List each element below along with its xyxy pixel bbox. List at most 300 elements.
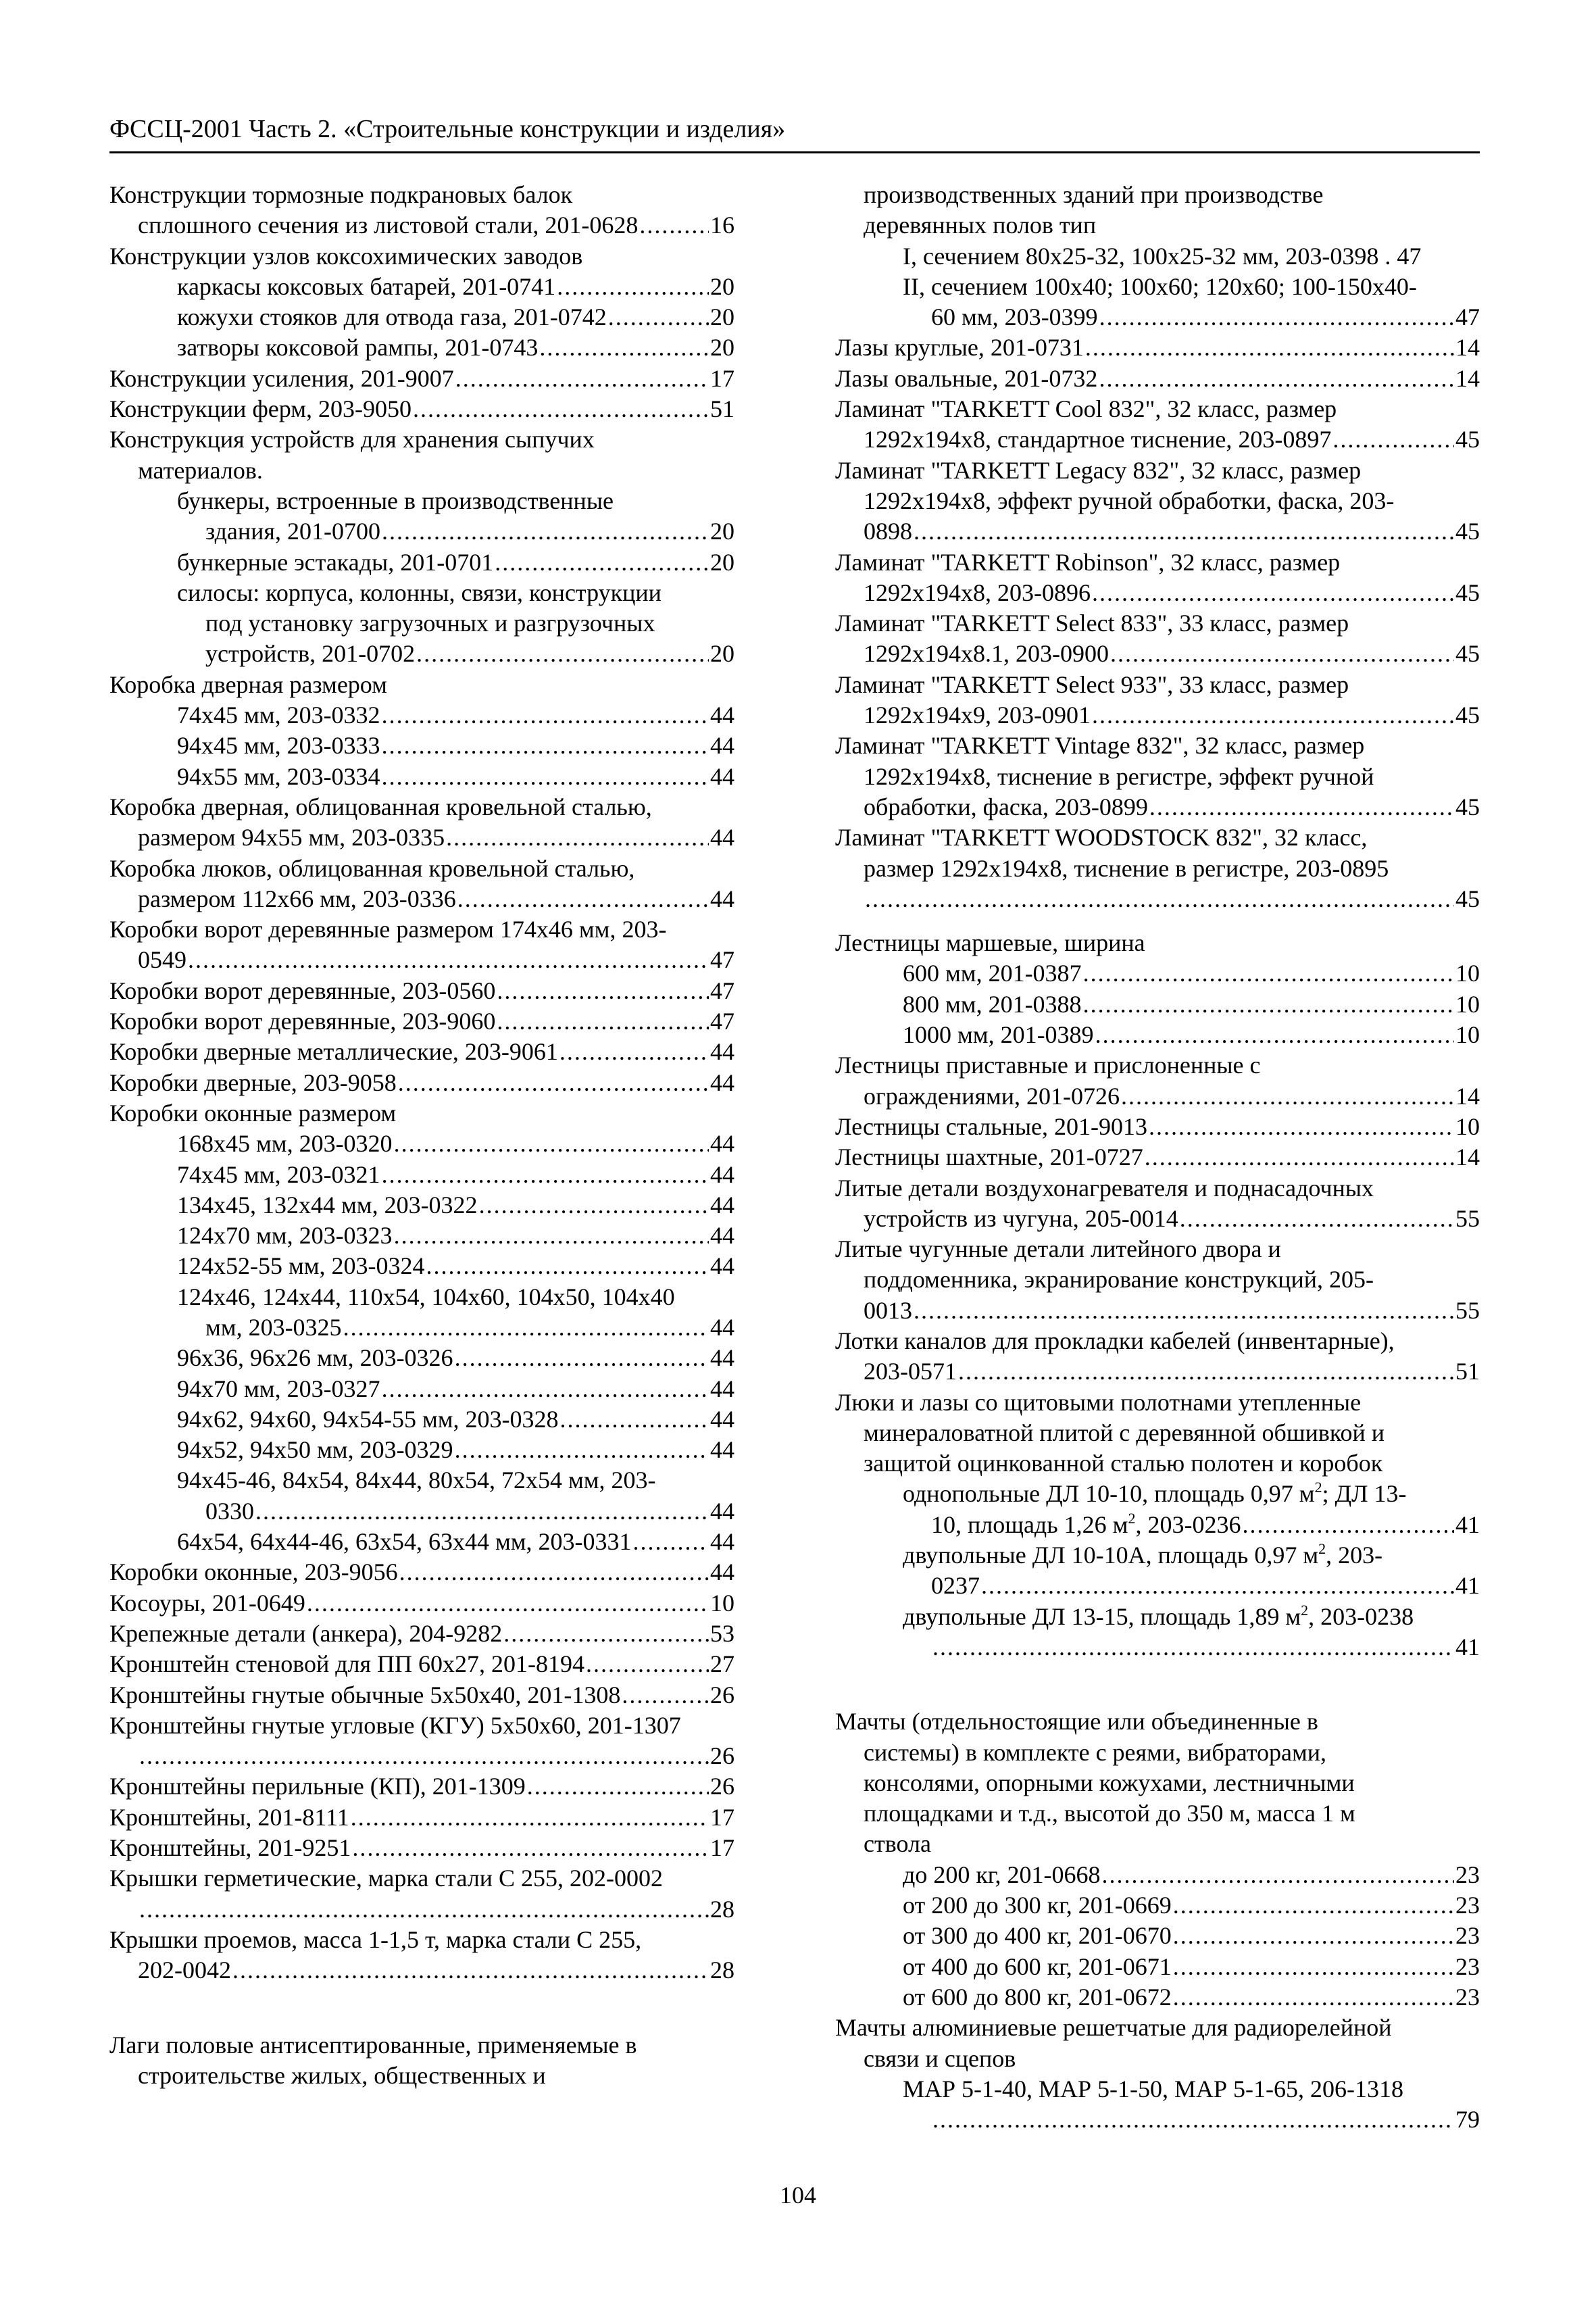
- index-entry: [835, 1921, 1480, 1951]
- entry-text: 64х54, 64х44-46, 63х54, 63х44 мм, 203-0331: [177, 1528, 632, 1556]
- page-ref: 47: [710, 1008, 734, 1035]
- index-column-right: [835, 180, 1480, 2135]
- dot-leader: [639, 210, 709, 241]
- entry-line: [109, 1282, 734, 1312]
- entry-text: 94х52, 94х50 мм, 203-0329: [177, 1436, 453, 1464]
- entry-text: устройств из чугуна, 205-0014: [864, 1204, 1178, 1232]
- index-entry: [109, 700, 734, 731]
- page-ref: 47: [1455, 303, 1480, 331]
- entry-text: 202-0042: [138, 1956, 231, 1984]
- entry-line: [835, 1952, 1480, 1982]
- entry-text-cont: , 203-0236: [1135, 1510, 1241, 1538]
- page-ref: 44: [710, 1160, 734, 1188]
- index-entry: [109, 1282, 734, 1344]
- page-ref: 26: [710, 1681, 734, 1708]
- entry-text: Мачты (отдельностоящие или объединенные в: [835, 1708, 1318, 1736]
- entry-text: производственных зданий при производстве: [864, 181, 1324, 208]
- page-ref: 79: [1455, 2106, 1480, 2134]
- entry-text: 203-0571: [864, 1358, 957, 1385]
- page-ref: 47: [710, 946, 734, 974]
- entry-line: [835, 1448, 1480, 1479]
- entry-line: [835, 1204, 1480, 1234]
- entry-line: [109, 1619, 734, 1649]
- entry-line: [109, 1404, 734, 1435]
- entry-text: 134х45, 132х44 мм, 203-0322: [177, 1191, 478, 1218]
- entry-line: [109, 364, 734, 394]
- page-ref: 47: [710, 977, 734, 1004]
- entry-line: [835, 2013, 1480, 2043]
- entry-text: 0330: [205, 1497, 254, 1525]
- index-entry: [835, 547, 1480, 609]
- index-entry: [835, 1173, 1480, 1235]
- entry-text: Косоуры, 201-0649: [109, 1589, 305, 1617]
- dot-leader: [1173, 1890, 1454, 1921]
- entry-line: [835, 1173, 1480, 1204]
- entry-text: Коробки ворот деревянные размером 174х46 мм, 203-: [109, 916, 667, 943]
- entry-text: Кронштейны гнутые обычные 5х50х40, 201-1308: [109, 1681, 621, 1708]
- entry-line: [835, 1860, 1480, 1890]
- page-ref: 44: [710, 1375, 734, 1402]
- page-ref: 14: [1455, 364, 1480, 392]
- index-entry: [835, 2074, 1480, 2136]
- entry-text: 10, площадь 1,26 $м^2$, 203-0236: [931, 1509, 1241, 1538]
- page-ref: 45: [1455, 426, 1480, 453]
- index-entry: [109, 1680, 734, 1710]
- entry-line: [109, 456, 734, 486]
- entry-line: [109, 1251, 734, 1281]
- index-entry: [835, 1602, 1480, 1663]
- page-ref: 55: [1455, 1204, 1480, 1232]
- index-entry: [835, 822, 1480, 914]
- entry-line: [109, 1037, 734, 1067]
- index-entry: [835, 1387, 1480, 1479]
- entry-line: [109, 1710, 734, 1741]
- index-entry: [109, 1588, 734, 1619]
- page-ref: 14: [1455, 1082, 1480, 1110]
- page-ref: 23: [1455, 1892, 1480, 1919]
- dot-leader: [1332, 424, 1454, 455]
- index-entry: [109, 1465, 734, 1527]
- entry-line: [109, 547, 734, 578]
- entry-line: [835, 1296, 1480, 1326]
- index-entry: [109, 1833, 734, 1863]
- entry-text: Литые чугунные детали литейного двора и: [835, 1235, 1281, 1263]
- index-entry: [109, 1619, 734, 1649]
- index-entry: [835, 1234, 1480, 1326]
- entry-line: [835, 822, 1480, 853]
- entry-line: [109, 700, 734, 731]
- dot-leader: [865, 884, 1454, 914]
- entry-text: Конструкции усиления, 201-9007: [109, 364, 454, 392]
- entry-text: бункерные эстакады, 201-0701: [177, 548, 494, 576]
- entry-text: Литые детали воздухонагревателя и поднасадочных: [835, 1174, 1374, 1202]
- entry-line: [109, 1190, 734, 1221]
- dot-leader: [426, 1251, 709, 1281]
- index-entry: [109, 1068, 734, 1098]
- entry-line: [835, 928, 1480, 958]
- entry-line: [109, 1863, 734, 1894]
- page-ref: 51: [1455, 1358, 1480, 1385]
- entry-text: размером 112х66 мм, 203-0336: [138, 885, 456, 912]
- index-entry: [835, 928, 1480, 958]
- entry-text: под установку загрузочных и разгрузочных: [205, 610, 655, 637]
- entry-text: Крышки герметические, марка стали С 255, 202-0002: [109, 1865, 663, 1892]
- entry-line: [835, 1050, 1480, 1081]
- index-entry: [835, 731, 1480, 822]
- index-entry: [835, 670, 1480, 731]
- index-entry: [835, 1050, 1480, 1112]
- dot-leader: [139, 1894, 709, 1925]
- entry-line: [835, 456, 1480, 486]
- entry-text: каркасы коксовых батарей, 201-0741: [177, 272, 556, 300]
- dot-leader: [139, 1741, 709, 1771]
- entry-line: [109, 1006, 734, 1037]
- page-ref: 10: [1455, 1112, 1480, 1140]
- page-header: ФССЦ-2001 Часть 2. «Строительные конструкции и изделия»: [109, 115, 786, 143]
- entry-text: Ламинат "TARKETT WOODSTOCK 832", 32 класс,: [835, 824, 1368, 852]
- page-ref: 23: [1455, 1952, 1480, 1980]
- entry-text: деревянных полов тип: [864, 212, 1097, 239]
- entry-line: [835, 1234, 1480, 1264]
- index-entry: [109, 976, 734, 1006]
- entry-text: минераловатной плитой с деревянной обшивкой и: [864, 1419, 1385, 1446]
- dot-leader: [255, 1496, 709, 1527]
- entry-text: 1292х194х8, 203-0896: [864, 578, 1091, 606]
- page-ref: 44: [710, 1313, 734, 1341]
- entry-line: [109, 1435, 734, 1465]
- index-entry: [835, 272, 1480, 333]
- index-entry: [109, 1251, 734, 1281]
- dot-leader: [188, 945, 709, 975]
- dot-leader: [497, 976, 709, 1006]
- entry-line: [109, 1680, 734, 1710]
- entry-text: защитой оцинкованной сталью полотен и коробок: [864, 1450, 1383, 1477]
- dot-leader: [1149, 792, 1454, 822]
- entry-text: МАР 5-1-40, МАР 5-1-50, МАР 5-1-65, 206-1318: [903, 2075, 1404, 2102]
- index-entry: [109, 731, 734, 761]
- entry-line: [109, 1527, 734, 1557]
- entry-text: 74х45 мм, 203-0332: [177, 701, 380, 729]
- dot-leader: [455, 1435, 709, 1465]
- dot-leader: [382, 1160, 709, 1190]
- entry-text-cont: , 203-0238: [1308, 1602, 1414, 1630]
- entry-line: [109, 1894, 734, 1925]
- dot-leader: [1180, 1204, 1454, 1234]
- entry-line: [835, 1768, 1480, 1798]
- entry-text: консолями, опорными кожухами, лестничными: [864, 1769, 1355, 1796]
- entry-text: Ламинат "TARKETT Select 833", 33 класс, размер: [835, 610, 1349, 637]
- index-entry: [109, 241, 734, 272]
- entry-text: 800 мм, 201-0388: [903, 990, 1082, 1018]
- entry-line: [835, 210, 1480, 241]
- index-entry: [109, 272, 734, 302]
- entry-line: [835, 1982, 1480, 2013]
- entry-text: Кронштейны, 201-8111: [109, 1803, 349, 1831]
- entry-line: [835, 180, 1480, 210]
- index-entry: [109, 486, 734, 547]
- dot-leader: [1095, 1020, 1454, 1050]
- dot-leader: [1099, 364, 1454, 394]
- entry-line: [835, 2044, 1480, 2074]
- entry-line: [109, 914, 734, 945]
- dot-leader: [382, 1374, 709, 1404]
- index-entry: [109, 914, 734, 976]
- dot-leader: [1083, 989, 1454, 1020]
- entry-line: [835, 1142, 1480, 1173]
- entry-text: 1292х194х8, эффект ручной обработки, фаска, 203-: [864, 487, 1395, 514]
- entry-line: [109, 241, 734, 272]
- index-column-left: [109, 180, 734, 2091]
- entry-line: [109, 884, 734, 914]
- entry-line: [835, 2104, 1480, 2135]
- entry-text: 1292х194х8, тиснение в регистре, эффект ручной: [864, 762, 1374, 790]
- entry-line: [835, 854, 1480, 884]
- page-ref: 44: [710, 1436, 734, 1464]
- entry-text: от 400 до 600 кг, 201-0671: [903, 1952, 1172, 1980]
- entry-text: бункеры, встроенные в производственные: [177, 487, 614, 514]
- entry-line: [109, 1312, 734, 1343]
- index-entry: [109, 394, 734, 424]
- page-ref: 45: [1455, 793, 1480, 820]
- dot-leader: [352, 1833, 709, 1863]
- entry-text: здания, 201-0700: [205, 518, 380, 545]
- index-entry: [835, 456, 1480, 547]
- entry-text: двупольные ДЛ 13-15, площадь 1,89 $м^2$, 203-0238: [903, 1601, 1414, 1630]
- page-ref: 17: [710, 1834, 734, 1862]
- dot-leader: [455, 364, 709, 394]
- dot-leader: [914, 1296, 1454, 1326]
- entry-line: [835, 989, 1480, 1020]
- page-ref: 51: [710, 395, 734, 423]
- dot-leader: [446, 822, 709, 853]
- index-entry: [109, 333, 734, 363]
- dot-leader: [1242, 1510, 1454, 1540]
- dot-leader: [557, 272, 709, 302]
- dot-leader: [1083, 958, 1454, 989]
- index-entry: [109, 1925, 734, 1986]
- entry-line: [835, 1798, 1480, 1829]
- index-entry: [109, 1527, 734, 1557]
- entry-line: [835, 731, 1480, 761]
- entry-line: [835, 1921, 1480, 1951]
- index-entry: [109, 1557, 734, 1587]
- entry-line: [109, 608, 734, 639]
- header-rule: [109, 151, 1480, 153]
- superscript: 2: [1301, 1601, 1309, 1619]
- dot-leader: [398, 1068, 709, 1098]
- entry-line: [109, 1160, 734, 1190]
- entry-text: силосы: корпуса, колонны, связи, конструкции: [177, 578, 662, 606]
- page-ref: 55: [1455, 1296, 1480, 1324]
- index-entry: [109, 1006, 734, 1037]
- entry-line: [109, 1465, 734, 1496]
- page-ref: 26: [710, 1773, 734, 1800]
- index-entry: [835, 1540, 1480, 1602]
- index-entry: [835, 989, 1480, 1020]
- dot-leader: [559, 1037, 709, 1067]
- dot-leader: [1173, 1982, 1454, 2013]
- superscript: 2: [1128, 1509, 1136, 1527]
- entry-line: [835, 547, 1480, 578]
- page-ref: 26: [710, 1742, 734, 1770]
- index-entry: [109, 854, 734, 915]
- page-ref: 23: [1455, 1922, 1480, 1950]
- entry-text: Коробки оконные, 203-9056: [109, 1558, 398, 1586]
- entry-text: 0013: [864, 1296, 912, 1324]
- entry-text: Крышки проемов, масса 1-1,5 т, марка стали С 255,: [109, 1925, 642, 1953]
- index-entry: [835, 241, 1480, 272]
- entry-text: Лотки каналов для прокладки кабелей (инвентарные),: [835, 1327, 1395, 1354]
- entry-line: [835, 333, 1480, 363]
- entry-text: Коробки ворот деревянные, 203-0560: [109, 977, 496, 1004]
- entry-text: кожухи стояков для отвода газа, 201-0742: [177, 303, 607, 331]
- dot-leader: [1173, 1952, 1454, 1982]
- entry-line: [835, 1632, 1480, 1663]
- dot-leader: [232, 1955, 709, 1986]
- dot-leader: [958, 1356, 1454, 1387]
- dot-leader: [382, 700, 709, 731]
- entry-line: [109, 1557, 734, 1587]
- entry-line: [835, 608, 1480, 639]
- index-entry: [835, 1860, 1480, 1890]
- entry-line: [109, 1496, 734, 1527]
- entry-text: Кронштейны перильные (КП), 201-1309: [109, 1773, 526, 1800]
- page-ref: 17: [710, 1803, 734, 1831]
- index-entry: [109, 424, 734, 486]
- entry-text: 0237: [931, 1572, 980, 1600]
- index-entry: [109, 2030, 734, 2092]
- index-entry: [835, 1890, 1480, 1921]
- index-entry: [109, 302, 734, 333]
- index-entry: [109, 1435, 734, 1465]
- entry-line: [835, 1510, 1480, 1540]
- page-ref: 14: [1455, 1143, 1480, 1171]
- entry-text: Люки и лазы со щитовыми полотнами утепленные: [835, 1388, 1362, 1416]
- entry-text: 94х70 мм, 203-0327: [177, 1375, 380, 1402]
- dot-leader: [394, 1129, 709, 1159]
- dot-leader: [382, 516, 709, 547]
- entry-text: 60 мм, 203-0399: [931, 303, 1098, 331]
- entry-line: [109, 1771, 734, 1802]
- index-entry: [109, 670, 734, 700]
- entry-line: [835, 578, 1480, 608]
- page-ref: 45: [1455, 885, 1480, 912]
- page-ref: 44: [710, 1405, 734, 1433]
- page-ref: 44: [710, 824, 734, 852]
- page-ref: 41: [1455, 1572, 1480, 1600]
- entry-text: Лазы овальные, 201-0732: [835, 364, 1098, 392]
- index-entry: [835, 1479, 1480, 1540]
- index-entry: [109, 762, 734, 792]
- entry-text: 124х52-55 мм, 203-0324: [177, 1252, 425, 1280]
- entry-text: Крепежные детали (анкера), 204-9282: [109, 1619, 503, 1647]
- index-entry: [109, 1098, 734, 1129]
- page-ref: 44: [710, 885, 734, 912]
- entry-text: Ламинат "TARKETT Cool 832", 32 класс, размер: [835, 395, 1337, 423]
- index-entry: [109, 1190, 734, 1221]
- entry-text: 94х62, 94х60, 94х54-55 мм, 203-0328: [177, 1405, 559, 1433]
- dot-leader: [608, 302, 709, 333]
- entry-text: Лестницы маршевые, ширина: [835, 929, 1145, 957]
- entry-text: 94х55 мм, 203-0334: [177, 762, 380, 790]
- index-entry: [109, 1037, 734, 1067]
- page-ref: 10: [1455, 1021, 1480, 1049]
- entry-line: [835, 516, 1480, 547]
- entry-text: 1292х194х8, стандартное тиснение, 203-0897: [864, 426, 1332, 453]
- dot-leader: [1092, 700, 1454, 731]
- index-entry: [109, 1129, 734, 1159]
- page-ref: 44: [710, 1497, 734, 1525]
- index-entry: [835, 958, 1480, 989]
- entry-line: [109, 1068, 734, 1098]
- index-entry: [835, 1982, 1480, 2013]
- index-entry: [835, 333, 1480, 363]
- entry-line: [109, 1649, 734, 1679]
- entry-line: [109, 1098, 734, 1129]
- dot-leader: [560, 1404, 709, 1435]
- dot-leader: [413, 394, 709, 424]
- entry-line: [109, 670, 734, 700]
- entry-text: Мачты алюминиевые решетчатые для радиорелейной: [835, 2014, 1392, 2042]
- entry-text: ограждениями, 201-0726: [864, 1082, 1120, 1110]
- dot-leader: [1145, 1142, 1454, 1173]
- entry-text: двупольные ДЛ 10-10А, площадь 0,97 $м^2$, 203-: [903, 1540, 1383, 1569]
- index-entry: [109, 1710, 734, 1772]
- page-ref: 44: [710, 701, 734, 729]
- dot-leader: [497, 1006, 709, 1037]
- dot-leader: [455, 1343, 709, 1373]
- entry-line: [835, 1738, 1480, 1768]
- entry-line: [835, 639, 1480, 669]
- dot-leader: [622, 1680, 709, 1710]
- entry-text: 1292х194х9, 203-0901: [864, 701, 1091, 729]
- entry-line: [835, 1112, 1480, 1142]
- index-entry: [835, 1326, 1480, 1387]
- entry-line: [109, 1955, 734, 1986]
- entry-line: [835, 1829, 1480, 1859]
- entry-line: [835, 670, 1480, 700]
- entry-line: [835, 1540, 1480, 1571]
- entry-line: [109, 1925, 734, 1955]
- dot-leader: [394, 1221, 709, 1251]
- entry-line: [109, 854, 734, 884]
- entry-text: 600 мм, 201-0387: [903, 960, 1082, 987]
- entry-text: устройств, 201-0702: [205, 640, 416, 668]
- index-entry: [109, 364, 734, 394]
- dot-leader: [586, 1649, 709, 1679]
- entry-text: поддоменника, экранирование конструкций, 205-: [864, 1266, 1374, 1294]
- index-entry: [835, 1020, 1480, 1050]
- entry-line: [835, 1890, 1480, 1921]
- entry-line: [835, 1356, 1480, 1387]
- entry-text: Лестницы приставные и прислоненные с: [835, 1052, 1261, 1079]
- entry-text: от 200 до 300 кг, 201-0669: [903, 1892, 1172, 1919]
- page-ref: 20: [710, 640, 734, 668]
- index-entry: [835, 394, 1480, 456]
- entry-line: [835, 792, 1480, 822]
- page-ref: 20: [710, 548, 734, 576]
- page-ref: 45: [1455, 701, 1480, 729]
- entry-line: [109, 1129, 734, 1159]
- entry-line: [835, 486, 1480, 516]
- entry-text: Коробки дверные металлические, 203-9061: [109, 1038, 558, 1066]
- page-ref: 16: [710, 212, 734, 239]
- page-number: 104: [780, 2182, 816, 2209]
- entry-text: мм, 203-0325: [205, 1313, 342, 1341]
- page-ref: 44: [710, 1068, 734, 1096]
- entry-text: Лестницы стальные, 201-9013: [835, 1112, 1147, 1140]
- entry-text: 1292х194х8.1, 203-0900: [864, 640, 1109, 668]
